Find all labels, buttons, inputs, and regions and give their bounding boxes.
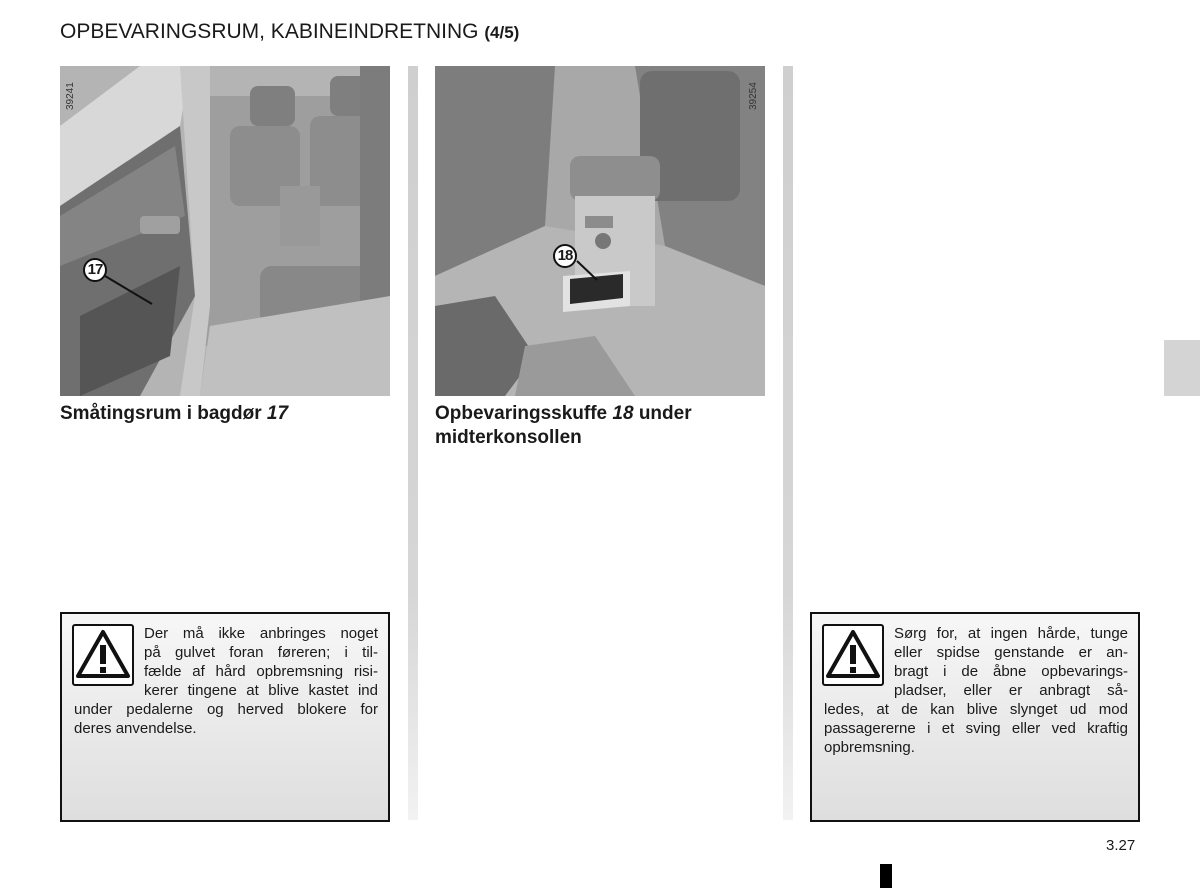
callout-18: 18 — [553, 244, 577, 268]
title-text: OPBEVARINGSRUM, KABINEINDRETNING — [60, 20, 479, 43]
warning-line: opbremsning. — [824, 739, 915, 756]
warning-line: ledes, at de kan blive slynget ud mod — [824, 701, 1128, 718]
caption-line2: midterkonsollen — [435, 427, 582, 448]
warning-line: under pedalerne og herved blokere for — [74, 701, 378, 718]
console-drawer-illustration — [435, 66, 765, 396]
callout-17: 17 — [83, 258, 107, 282]
warning-line: på gulvet foran føreren; i til- — [144, 644, 378, 661]
column-divider-right — [783, 66, 793, 820]
warning-box-left — [60, 612, 390, 822]
warning-line: Der må ikke anbringes noget — [144, 625, 378, 642]
page-number: 3.27 — [1106, 837, 1136, 854]
warning-line: eller spidse genstande er an- — [894, 644, 1128, 661]
caption-ref: 17 — [266, 403, 289, 424]
warning-box-right — [810, 612, 1140, 822]
photo-id-label: 39241 — [65, 82, 76, 110]
print-mark — [880, 864, 892, 888]
caption-text: Opbevaringsskuffe — [435, 403, 608, 424]
caption-door-pocket — [60, 402, 288, 426]
warning-line: Sørg for, at ingen hårde, tunge — [894, 625, 1128, 642]
warning-line: bragt i de åbne opbevarings- — [894, 663, 1128, 680]
warning-triangle-icon — [72, 624, 134, 686]
chapter-tab — [1164, 340, 1200, 396]
caption-after: under — [638, 403, 692, 424]
title-page-part: (4/5) — [484, 23, 520, 42]
photo-id-label: 39254 — [748, 82, 759, 110]
warning-line: deres anvendelse. — [74, 720, 197, 737]
page-title — [60, 20, 519, 44]
rear-door-photo — [60, 66, 390, 396]
rear-door-illustration — [60, 66, 390, 396]
warning-triangle-icon — [822, 624, 884, 686]
caption-text: Småtingsrum i bagdør — [60, 403, 262, 424]
warning-line: kerer tingene at blive kastet ind — [144, 682, 378, 699]
caption-ref: 18 — [612, 403, 634, 424]
console-drawer-photo — [435, 66, 765, 396]
warning-line: pladser, eller er anbragt så- — [894, 682, 1128, 699]
column-divider-left — [408, 66, 418, 820]
caption-console-drawer — [435, 402, 692, 450]
warning-line: fælde af hård opbremsning risi- — [144, 663, 378, 680]
warning-line: passagererne i et sving eller ved kraftig — [824, 720, 1128, 737]
